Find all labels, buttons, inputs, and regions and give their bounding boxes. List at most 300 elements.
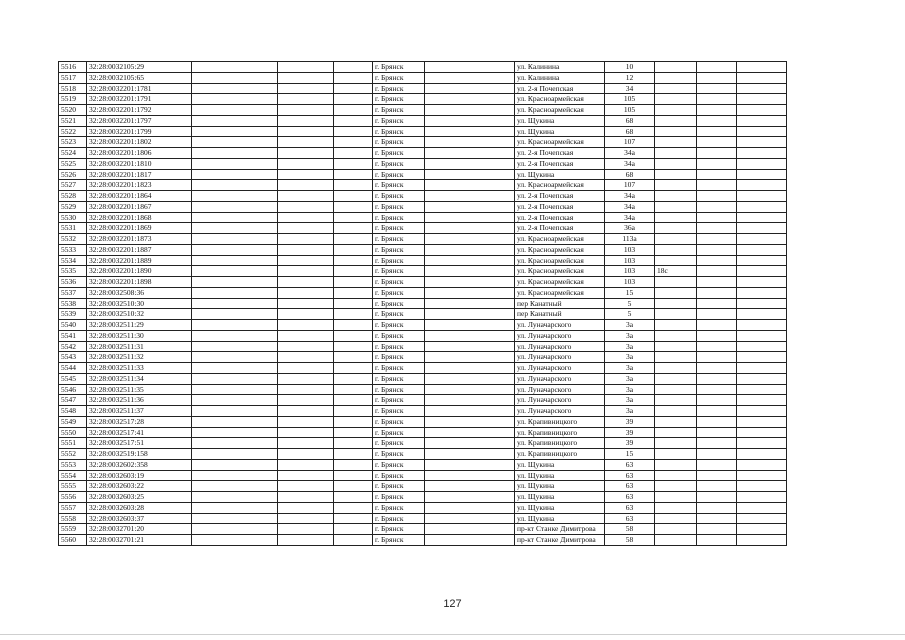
street-cell: ул. Щукина [515, 513, 605, 524]
city-cell: г. Брянск [373, 438, 425, 449]
building-cell [655, 341, 697, 352]
empty-cell [697, 481, 737, 492]
house-number-cell: 5 [605, 298, 655, 309]
empty-cell [737, 115, 787, 126]
empty-cell [192, 341, 278, 352]
empty-cell [425, 287, 515, 298]
table-row [59, 223, 787, 234]
table-row [59, 212, 787, 223]
empty-cell [697, 234, 737, 245]
city-cell: г. Брянск [373, 277, 425, 288]
empty-cell [737, 191, 787, 202]
cadastral-number-cell: 32:28:0032517:51 [87, 438, 192, 449]
building-cell [655, 416, 697, 427]
city-cell: г. Брянск [373, 234, 425, 245]
empty-cell [737, 158, 787, 169]
empty-cell [737, 416, 787, 427]
empty-cell [737, 266, 787, 277]
row-number-cell: 5540 [59, 320, 87, 331]
cadastral-number-cell: 32:28:0032201:1799 [87, 126, 192, 137]
empty-cell [697, 115, 737, 126]
empty-cell [334, 201, 373, 212]
house-number-cell: 34 [605, 83, 655, 94]
city-cell: г. Брянск [373, 470, 425, 481]
street-cell: ул. 2-я Почепская [515, 201, 605, 212]
street-cell: ул. Красноармейская [515, 234, 605, 245]
street-cell: ул. Крапивницкого [515, 416, 605, 427]
empty-cell [425, 83, 515, 94]
table-row [59, 244, 787, 255]
empty-cell [425, 244, 515, 255]
empty-cell [425, 298, 515, 309]
house-number-cell: 103 [605, 277, 655, 288]
empty-cell [278, 341, 334, 352]
building-cell [655, 524, 697, 535]
row-number-cell: 5525 [59, 158, 87, 169]
house-number-cell: 63 [605, 481, 655, 492]
empty-cell [425, 148, 515, 159]
table-row [59, 320, 787, 331]
empty-cell [334, 94, 373, 105]
row-number-cell: 5528 [59, 191, 87, 202]
row-number-cell: 5555 [59, 481, 87, 492]
empty-cell [697, 298, 737, 309]
city-cell: г. Брянск [373, 524, 425, 535]
cadastral-number-cell: 32:28:0032201:1797 [87, 115, 192, 126]
house-number-cell: 63 [605, 513, 655, 524]
cadastral-number-cell: 32:28:0032517:41 [87, 427, 192, 438]
empty-cell [278, 137, 334, 148]
cadastral-number-cell: 32:28:0032201:1873 [87, 234, 192, 245]
city-cell: г. Брянск [373, 298, 425, 309]
empty-cell [697, 126, 737, 137]
empty-cell [697, 320, 737, 331]
empty-cell [425, 266, 515, 277]
building-cell [655, 94, 697, 105]
table-row [59, 234, 787, 245]
empty-cell [278, 406, 334, 417]
empty-cell [192, 535, 278, 546]
house-number-cell: 10 [605, 62, 655, 73]
empty-cell [737, 62, 787, 73]
city-cell: г. Брянск [373, 191, 425, 202]
empty-cell [334, 266, 373, 277]
house-number-cell: 34а [605, 158, 655, 169]
cadastral-number-cell: 32:28:0032201:1806 [87, 148, 192, 159]
building-cell [655, 459, 697, 470]
empty-cell [697, 492, 737, 503]
row-number-cell: 5530 [59, 212, 87, 223]
empty-cell [192, 115, 278, 126]
table-row [59, 72, 787, 83]
empty-cell [425, 341, 515, 352]
city-cell: г. Брянск [373, 535, 425, 546]
city-cell: г. Брянск [373, 492, 425, 503]
empty-cell [192, 513, 278, 524]
table-row [59, 352, 787, 363]
city-cell: г. Брянск [373, 363, 425, 374]
empty-cell [278, 524, 334, 535]
house-number-cell: 34а [605, 212, 655, 223]
house-number-cell: 34а [605, 148, 655, 159]
empty-cell [737, 395, 787, 406]
street-cell: ул. 2-я Почепская [515, 212, 605, 223]
empty-cell [737, 363, 787, 374]
empty-cell [737, 427, 787, 438]
building-cell [655, 126, 697, 137]
street-cell: ул. Крапивницкого [515, 449, 605, 460]
city-cell: г. Брянск [373, 255, 425, 266]
empty-cell [425, 481, 515, 492]
building-cell [655, 83, 697, 94]
empty-cell [425, 416, 515, 427]
empty-cell [334, 427, 373, 438]
empty-cell [278, 513, 334, 524]
empty-cell [737, 373, 787, 384]
empty-cell [278, 352, 334, 363]
empty-cell [737, 341, 787, 352]
table-row [59, 148, 787, 159]
empty-cell [334, 148, 373, 159]
cadastral-number-cell: 32:28:0032201:1864 [87, 191, 192, 202]
empty-cell [278, 62, 334, 73]
city-cell: г. Брянск [373, 72, 425, 83]
empty-cell [737, 169, 787, 180]
building-cell [655, 277, 697, 288]
cadastral-number-cell: 32:28:0032511:34 [87, 373, 192, 384]
empty-cell [425, 169, 515, 180]
empty-cell [425, 438, 515, 449]
building-cell [655, 158, 697, 169]
cadastral-number-cell: 32:28:0032511:31 [87, 341, 192, 352]
city-cell: г. Брянск [373, 481, 425, 492]
cadastral-number-cell: 32:28:0032511:32 [87, 352, 192, 363]
building-cell [655, 352, 697, 363]
empty-cell [192, 406, 278, 417]
row-number-cell: 5531 [59, 223, 87, 234]
row-number-cell: 5534 [59, 255, 87, 266]
building-cell [655, 201, 697, 212]
empty-cell [737, 320, 787, 331]
empty-cell [334, 416, 373, 427]
empty-cell [425, 320, 515, 331]
cadastral-number-cell: 32:28:0032511:36 [87, 395, 192, 406]
table-row [59, 449, 787, 460]
street-cell: ул. Луначарского [515, 352, 605, 363]
empty-cell [334, 352, 373, 363]
empty-cell [278, 223, 334, 234]
table-row [59, 180, 787, 191]
house-number-cell: 63 [605, 459, 655, 470]
empty-cell [737, 513, 787, 524]
city-cell: г. Брянск [373, 201, 425, 212]
empty-cell [697, 524, 737, 535]
house-number-cell: 58 [605, 524, 655, 535]
empty-cell [697, 470, 737, 481]
cadastral-number-cell: 32:28:0032603:28 [87, 502, 192, 513]
empty-cell [278, 212, 334, 223]
building-cell [655, 502, 697, 513]
city-cell: г. Брянск [373, 287, 425, 298]
cadastral-number-cell: 32:28:0032519:158 [87, 449, 192, 460]
building-cell [655, 330, 697, 341]
empty-cell [334, 330, 373, 341]
empty-cell [697, 244, 737, 255]
empty-cell [192, 223, 278, 234]
empty-cell [697, 535, 737, 546]
row-number-cell: 5544 [59, 363, 87, 374]
empty-cell [697, 395, 737, 406]
cadastral-number-cell: 32:28:0032603:37 [87, 513, 192, 524]
house-number-cell: 3а [605, 352, 655, 363]
empty-cell [737, 223, 787, 234]
table-row [59, 137, 787, 148]
empty-cell [278, 427, 334, 438]
empty-cell [192, 201, 278, 212]
empty-cell [278, 255, 334, 266]
empty-cell [192, 309, 278, 320]
empty-cell [425, 115, 515, 126]
empty-cell [192, 266, 278, 277]
empty-cell [192, 298, 278, 309]
row-number-cell: 5526 [59, 169, 87, 180]
row-number-cell: 5558 [59, 513, 87, 524]
table-row [59, 169, 787, 180]
row-number-cell: 5529 [59, 201, 87, 212]
empty-cell [278, 169, 334, 180]
cadastral-number-cell: 32:28:0032603:22 [87, 481, 192, 492]
empty-cell [697, 341, 737, 352]
table-row [59, 395, 787, 406]
empty-cell [425, 180, 515, 191]
row-number-cell: 5518 [59, 83, 87, 94]
empty-cell [192, 416, 278, 427]
street-cell: ул. 2-я Почепская [515, 158, 605, 169]
empty-cell [192, 287, 278, 298]
city-cell: г. Брянск [373, 148, 425, 159]
empty-cell [425, 234, 515, 245]
street-cell: ул. Щукина [515, 502, 605, 513]
house-number-cell: 3а [605, 320, 655, 331]
empty-cell [737, 277, 787, 288]
empty-cell [278, 266, 334, 277]
building-cell [655, 320, 697, 331]
empty-cell [737, 212, 787, 223]
street-cell: ул. Калинина [515, 62, 605, 73]
house-number-cell: 113а [605, 234, 655, 245]
street-cell: ул. Щукина [515, 470, 605, 481]
row-number-cell: 5520 [59, 105, 87, 116]
empty-cell [425, 330, 515, 341]
table-row [59, 341, 787, 352]
empty-cell [192, 212, 278, 223]
empty-cell [278, 449, 334, 460]
empty-cell [192, 234, 278, 245]
empty-cell [425, 470, 515, 481]
house-number-cell: 107 [605, 180, 655, 191]
empty-cell [278, 105, 334, 116]
building-cell [655, 62, 697, 73]
table-row [59, 201, 787, 212]
house-number-cell: 3а [605, 341, 655, 352]
cadastral-number-cell: 32:28:0032510:30 [87, 298, 192, 309]
row-number-cell: 5532 [59, 234, 87, 245]
cadastral-number-cell: 32:28:0032701:20 [87, 524, 192, 535]
cadastral-number-cell: 32:28:0032517:28 [87, 416, 192, 427]
house-number-cell: 105 [605, 105, 655, 116]
empty-cell [334, 470, 373, 481]
empty-cell [192, 384, 278, 395]
empty-cell [334, 449, 373, 460]
empty-cell [334, 406, 373, 417]
empty-cell [278, 438, 334, 449]
building-cell [655, 481, 697, 492]
empty-cell [697, 406, 737, 417]
house-number-cell: 3а [605, 384, 655, 395]
empty-cell [192, 72, 278, 83]
empty-cell [737, 148, 787, 159]
building-cell [655, 513, 697, 524]
empty-cell [334, 341, 373, 352]
cadastral-number-cell: 32:28:0032201:1802 [87, 137, 192, 148]
row-number-cell: 5545 [59, 373, 87, 384]
street-cell: ул. 2-я Почепская [515, 148, 605, 159]
table-row [59, 438, 787, 449]
street-cell: ул. Луначарского [515, 320, 605, 331]
table-row [59, 384, 787, 395]
empty-cell [278, 180, 334, 191]
empty-cell [425, 72, 515, 83]
empty-cell [192, 395, 278, 406]
empty-cell [737, 105, 787, 116]
empty-cell [278, 363, 334, 374]
empty-cell [192, 137, 278, 148]
empty-cell [425, 126, 515, 137]
house-number-cell: 36а [605, 223, 655, 234]
row-number-cell: 5551 [59, 438, 87, 449]
building-cell [655, 492, 697, 503]
street-cell: ул. Луначарского [515, 406, 605, 417]
empty-cell [334, 384, 373, 395]
empty-cell [425, 212, 515, 223]
empty-cell [334, 126, 373, 137]
row-number-cell: 5522 [59, 126, 87, 137]
table-row [59, 481, 787, 492]
building-cell [655, 470, 697, 481]
empty-cell [278, 492, 334, 503]
empty-cell [737, 470, 787, 481]
registry-table-body [59, 62, 787, 546]
empty-cell [697, 384, 737, 395]
street-cell: ул. Щукина [515, 481, 605, 492]
empty-cell [697, 169, 737, 180]
empty-cell [278, 126, 334, 137]
empty-cell [192, 459, 278, 470]
street-cell: ул. Крапивницкого [515, 438, 605, 449]
row-number-cell: 5527 [59, 180, 87, 191]
empty-cell [278, 373, 334, 384]
empty-cell [192, 244, 278, 255]
cadastral-number-cell: 32:28:0032201:1823 [87, 180, 192, 191]
cadastral-number-cell: 32:28:0032701:21 [87, 535, 192, 546]
empty-cell [697, 72, 737, 83]
empty-cell [334, 438, 373, 449]
empty-cell [425, 309, 515, 320]
empty-cell [425, 137, 515, 148]
street-cell: ул. Красноармейская [515, 105, 605, 116]
house-number-cell: 15 [605, 287, 655, 298]
empty-cell [278, 158, 334, 169]
empty-cell [334, 105, 373, 116]
house-number-cell: 39 [605, 438, 655, 449]
row-number-cell: 5533 [59, 244, 87, 255]
row-number-cell: 5521 [59, 115, 87, 126]
row-number-cell: 5519 [59, 94, 87, 105]
table-row [59, 158, 787, 169]
empty-cell [334, 137, 373, 148]
city-cell: г. Брянск [373, 169, 425, 180]
cadastral-number-cell: 32:28:0032201:1869 [87, 223, 192, 234]
empty-cell [278, 298, 334, 309]
empty-cell [278, 384, 334, 395]
building-cell [655, 363, 697, 374]
house-number-cell: 12 [605, 72, 655, 83]
building-cell: 18с [655, 266, 697, 277]
house-number-cell: 3а [605, 406, 655, 417]
empty-cell [192, 169, 278, 180]
empty-cell [278, 234, 334, 245]
house-number-cell: 68 [605, 126, 655, 137]
page-number: 127 [443, 598, 462, 610]
empty-cell [697, 137, 737, 148]
street-cell: ул. Красноармейская [515, 266, 605, 277]
row-number-cell: 5554 [59, 470, 87, 481]
empty-cell [192, 330, 278, 341]
empty-cell [425, 352, 515, 363]
empty-cell [278, 309, 334, 320]
empty-cell [697, 449, 737, 460]
empty-cell [192, 255, 278, 266]
empty-cell [334, 535, 373, 546]
empty-cell [425, 502, 515, 513]
empty-cell [334, 492, 373, 503]
empty-cell [697, 502, 737, 513]
empty-cell [192, 470, 278, 481]
city-cell: г. Брянск [373, 513, 425, 524]
empty-cell [192, 148, 278, 159]
empty-cell [737, 287, 787, 298]
table-row [59, 524, 787, 535]
street-cell: ул. Луначарского [515, 395, 605, 406]
empty-cell [697, 158, 737, 169]
empty-cell [697, 191, 737, 202]
house-number-cell: 5 [605, 309, 655, 320]
empty-cell [334, 83, 373, 94]
house-number-cell: 15 [605, 449, 655, 460]
empty-cell [192, 277, 278, 288]
empty-cell [697, 438, 737, 449]
house-number-cell: 39 [605, 427, 655, 438]
street-cell: ул. Луначарского [515, 363, 605, 374]
cadastral-number-cell: 32:28:0032511:35 [87, 384, 192, 395]
building-cell [655, 137, 697, 148]
empty-cell [697, 266, 737, 277]
empty-cell [278, 320, 334, 331]
row-number-cell: 5536 [59, 277, 87, 288]
empty-cell [278, 459, 334, 470]
city-cell: г. Брянск [373, 94, 425, 105]
street-cell: ул. 2-я Почепская [515, 223, 605, 234]
